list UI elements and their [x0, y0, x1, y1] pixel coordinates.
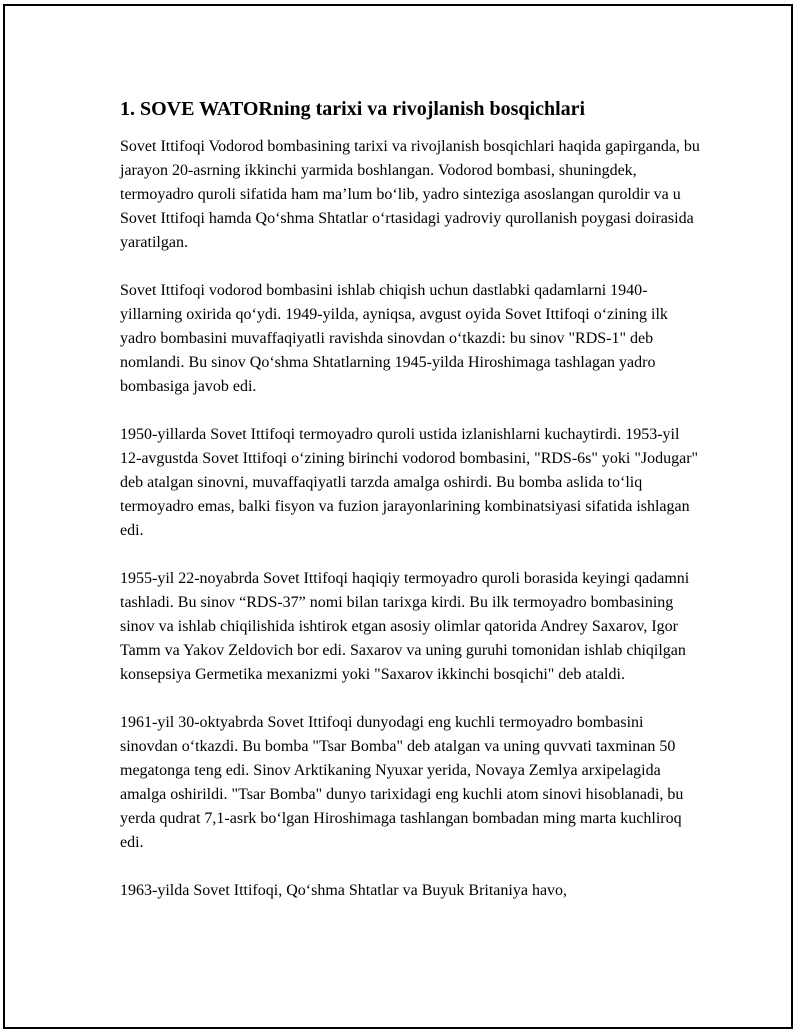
document-page — [3, 4, 793, 1029]
paragraph-5: 1961-yil 30-oktyabrda Sovet Ittifoqi dunyodagi eng kuchli termoyadro bombasini sinovdan o‘tkazdi. Bu bomba "Tsar Bomba" deb atalgan va uning quvvati taxminan 50 megatonga teng edi. Sinov Arktikaning Nyuxar yerida, Novaya Zemlya arxipelagida amalga oshirildi. "Tsar Bomba" dunyo tarixidagi eng kuchli atom sinovi hisoblanadi, bu yerda qudrat 7,1-asrk bo‘lgan Hiroshimaga tashlangan bombadan ming marta kuchliroq edi. — [120, 714, 684, 851]
paragraph-2: Sovet Ittifoqi vodorod bombasini ishlab chiqish uchun dastlabki qadamlarni 1940-yillarning oxirida qo‘ydi. 1949-yilda, ayniqsa, avgust oyida Sovet Ittifoqi o‘zining ilk yadro bombasini muvaffaqiyatli ravishda sinovdan o‘tkazdi: bu sinov "RDS-1" deb nomlandi. Bu sinov Qo‘shma Shtatlarning 1945-yilda Hiroshimaga tashlagan yadro bombasiga javob edi. — [120, 282, 668, 395]
paragraph-3: 1950-yillarda Sovet Ittifoqi termoyadro quroli ustida izlanishlarni kuchaytirdi. 1953-yil 12-avgustda Sovet Ittifoqi o‘zining birinchi vodorod bombasini, "RDS-6s" yoki "Jodugar" deb atalgan sinovni, muvaffaqiyatli tarzda amalga oshirdi. Bu bomba aslida to‘liq termoyadro emas, balki fisyon va fuzion jarayonlarining kombinatsiyasi sifatida ishlagan edi. — [120, 426, 699, 539]
paragraph-6: 1963-yilda Sovet Ittifoqi, Qo‘shma Shtatlar va Buyuk Britaniya havo, — [120, 882, 568, 899]
document-body — [120, 96, 700, 927]
document-title: 1. SOVE WATORning tarixi va rivojlanish bosqichlari — [120, 98, 586, 120]
paragraph-4: 1955-yil 22-noyabrda Sovet Ittifoqi haqiqiy termoyadro quroli borasida keyingi qadamni tashladi. Bu sinov “RDS-37” nomi bilan tarixga kirdi. Bu ilk termoyadro bombasining sinov va ishlab chiqilishida ishtirok etgan asosiy olimlar qatorida Andrey Saxarov, Igor Tamm va Yakov Zeldovich bor edi. Saxarov va uning guruhi tomonidan ishlab chiqilgan konsepsiya Germetika mexanizmi yoki "Saxarov ikkinchi bosqichi" deb ataldi. — [120, 570, 690, 683]
paragraph-1: Sovet Ittifoqi Vodorod bombasining tarixi va rivojlanish bosqichlari haqida gapirganda, bu jarayon 20-asrning ikkinchi yarmida boshlangan. Vodorod bombasi, shuningdek, termoyadro quroli sifatida ham ma’lum bo‘lib, yadro sinteziga asoslangan quroldir va u Sovet Ittifoqi hamda Qo‘shma Shtatlar o‘rtasidagi yadroviy qurollanish poygasi doirasida yaratilgan. — [120, 138, 700, 251]
